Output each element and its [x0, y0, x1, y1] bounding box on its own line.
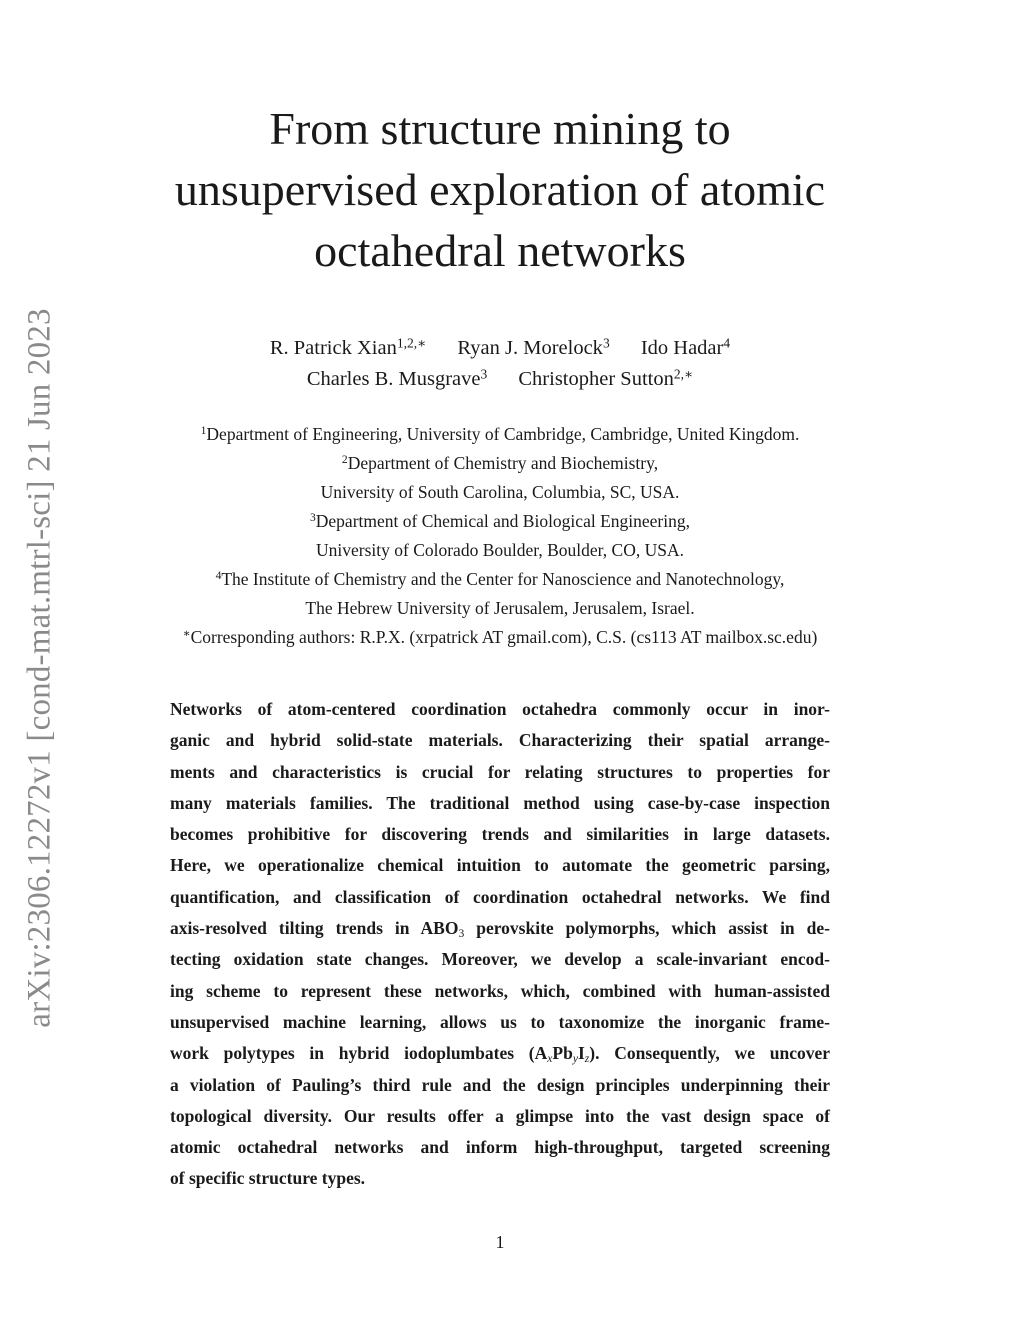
- author-row: [100, 364, 900, 395]
- arxiv-identifier-text: arXiv:2306.12272v1 [cond-mat.mtrl-sci] 21 Jun 2023: [21, 308, 58, 1028]
- abstract-line: a violation of Pauling’s third rule and the design principles underpinning their: [170, 1074, 830, 1095]
- author-name: R. Patrick Xian: [269, 337, 397, 359]
- abstract-line: tecting oxidation state changes. Moreover, we develop a scale-invariant encod-: [170, 949, 830, 970]
- abstract-line: becomes prohibitive for discovering trends and similarities in large datasets.: [170, 824, 830, 845]
- author: [307, 368, 487, 390]
- author-list: [100, 333, 900, 395]
- author-name: Ido Hadar: [640, 337, 724, 359]
- author-affiliation-marker: 3: [602, 335, 610, 351]
- author-affiliation-marker: 2,∗: [673, 366, 694, 382]
- abstract-line: ments and characteristics is crucial for relating structures to properties for: [170, 761, 830, 782]
- title-line: octahedral networks: [314, 225, 686, 276]
- affiliation-text: Department of Chemistry and Biochemistry,: [347, 453, 659, 473]
- affiliation-text: Department of Engineering, University of Cambridge, Cambridge, United Kingdom.: [206, 424, 800, 444]
- affiliation-marker: 4: [215, 570, 222, 583]
- author-name: Christopher Sutton: [518, 368, 674, 390]
- abstract-text: axis-resolved tilting trends in ABO: [170, 918, 459, 939]
- subscript: y: [572, 1053, 578, 1066]
- abstract-text: work polytypes in hybrid iodoplumbates (A: [170, 1043, 548, 1064]
- abstract-text: ). Consequently, we uncover: [589, 1043, 830, 1064]
- affiliation-line: [80, 449, 920, 478]
- abstract-line: of specific structure types.: [170, 1168, 366, 1189]
- affiliation-text: Department of Chemical and Biological Engineering,: [315, 511, 690, 531]
- affiliation-text: University of Colorado Boulder, Boulder, CO, USA.: [315, 540, 684, 560]
- author-affiliation-marker: 3: [480, 366, 488, 382]
- affiliation-line: [80, 536, 920, 565]
- author: [270, 337, 426, 359]
- title-line: unsupervised exploration of atomic: [174, 164, 826, 215]
- subscript: z: [584, 1053, 590, 1066]
- affiliation-text: The Institute of Chemistry and the Center for Nanoscience and Nanotechnology,: [221, 569, 785, 589]
- corresponding-authors-text: Corresponding authors: R.P.X. (xrpatrick AT gmail.com), C.S. (cs113 AT mailbox.sc.edu): [190, 627, 818, 647]
- title-line: From structure mining to: [269, 103, 731, 154]
- abstract-line: atomic octahedral networks and inform high-throughput, targeted screening: [170, 1137, 830, 1158]
- author-name: Ryan J. Morelock: [457, 337, 603, 359]
- affiliation-text: The Hebrew University of Jerusalem, Jerusalem, Israel.: [305, 598, 695, 618]
- abstract-line: Here, we operationalize chemical intuition to automate the geometric parsing,: [170, 855, 830, 876]
- abstract-text: Pb: [552, 1043, 573, 1064]
- subscript: 3: [458, 927, 465, 940]
- author: [641, 337, 730, 359]
- affiliation-marker: 2: [341, 454, 348, 467]
- abstract-line: Networks of atom-centered coordination octahedra commonly occur in inor-: [170, 699, 830, 719]
- abstract-text: I: [577, 1043, 585, 1064]
- abstract-line: many materials families. The traditional method using case-by-case inspection: [170, 792, 830, 813]
- affiliation-line: [80, 594, 920, 623]
- author: [457, 337, 609, 359]
- corresponding-authors-line: [80, 623, 920, 652]
- affiliation-marker: 1: [200, 425, 207, 438]
- author-affiliation-marker: 1,2,∗: [396, 335, 427, 351]
- abstract-line: quantification, and classification of coordination octahedral networks. We find: [170, 886, 830, 907]
- affiliation-line: [80, 507, 920, 536]
- abstract-line: [170, 1038, 830, 1069]
- affiliation-text: University of South Carolina, Columbia, SC, USA.: [320, 482, 680, 502]
- abstract-line: [170, 913, 830, 944]
- subscript: x: [547, 1053, 553, 1066]
- page-number: 1: [495, 1232, 505, 1252]
- corresponding-marker: ∗: [182, 628, 191, 641]
- abstract-line: ganic and hybrid solid-state materials. Characterizing their spatial arrange-: [170, 730, 830, 751]
- author-name: Charles B. Musgrave: [306, 368, 481, 390]
- affiliation-line: [80, 478, 920, 507]
- affiliation-line: [80, 420, 920, 449]
- abstract-line: unsupervised machine learning, allows us to taxonomize the inorganic frame-: [170, 1011, 830, 1032]
- affiliations: [80, 420, 920, 652]
- author-affiliation-marker: 4: [723, 335, 731, 351]
- abstract-line: topological diversity. Our results offer a glimpse into the vast design space of: [170, 1105, 830, 1126]
- affiliation-marker: 3: [310, 512, 316, 525]
- paper-title: [100, 98, 900, 281]
- affiliation-line: [80, 565, 920, 594]
- abstract: [170, 694, 830, 1195]
- abstract-line: ing scheme to represent these networks, which, combined with human-assisted: [170, 980, 830, 1001]
- author: [518, 368, 693, 390]
- abstract-text: perovskite polymorphs, which assist in de-: [464, 918, 830, 939]
- author-row: [100, 333, 900, 364]
